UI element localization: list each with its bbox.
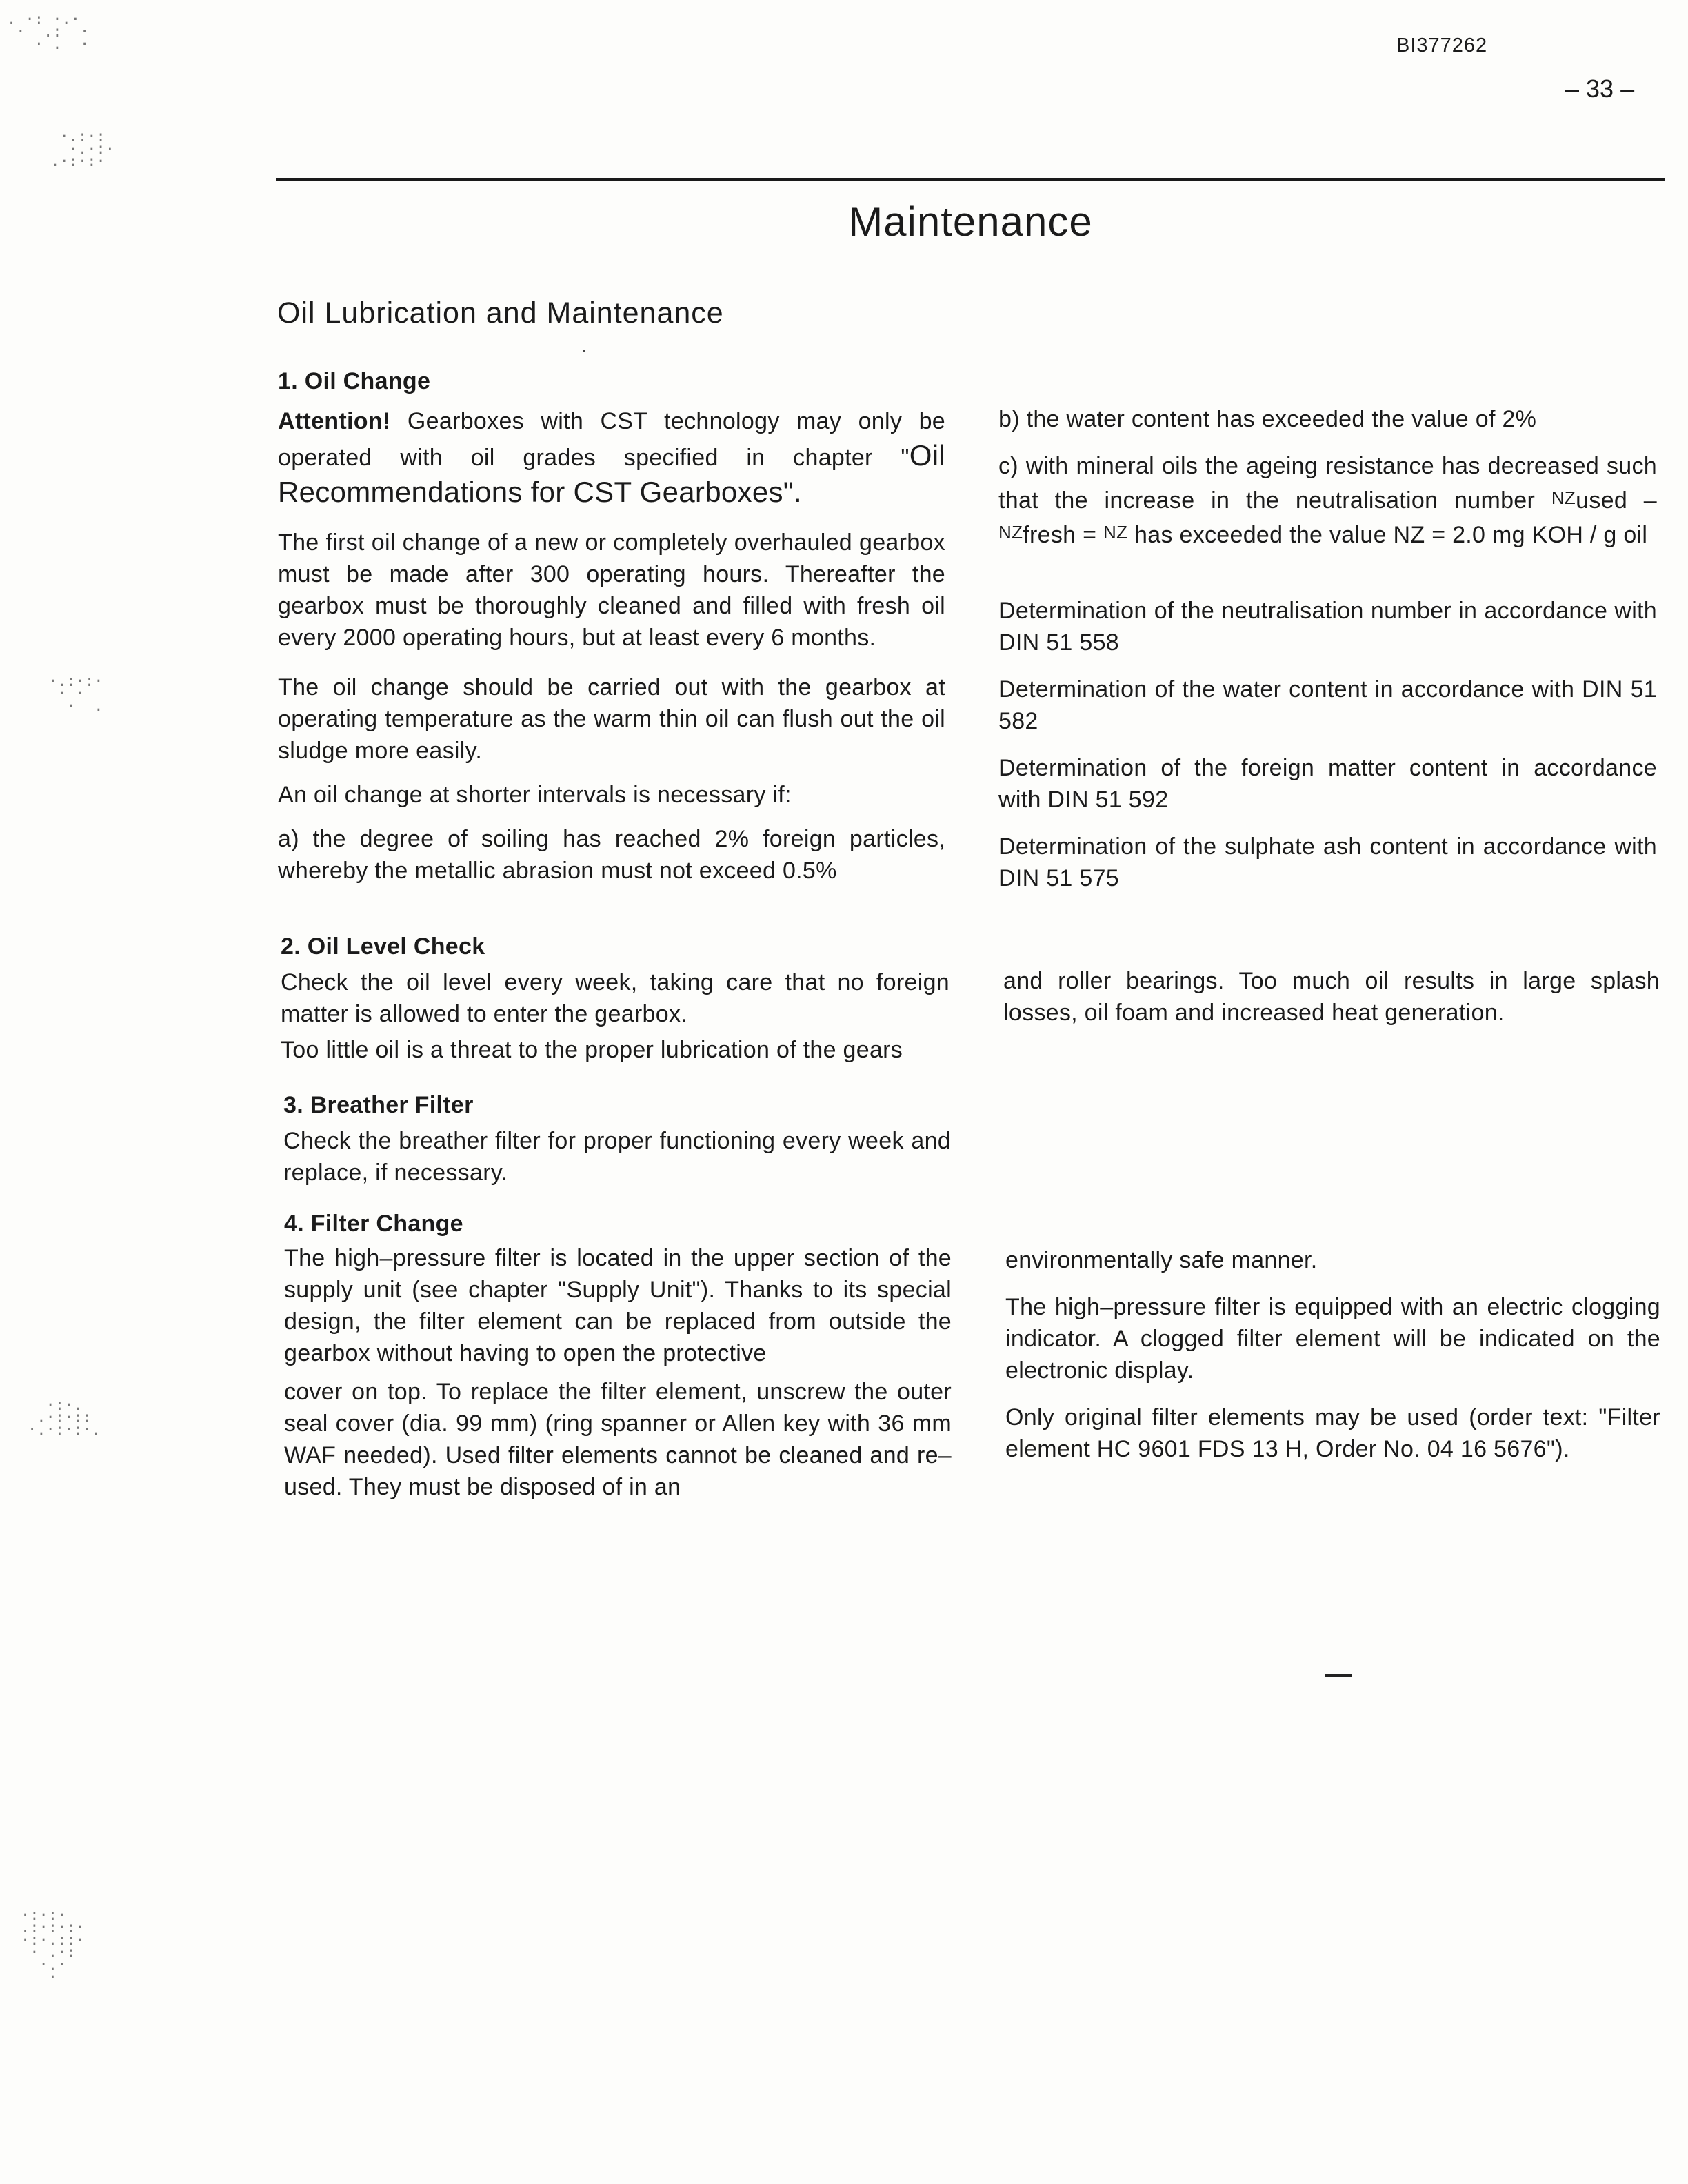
attention-label: Attention! [278,408,391,434]
oil-change-continued [998,403,1657,894]
oil-level-continued: and roller bearings. Too much oil results in large splash losses, oil foam and increased heat generation. [1003,968,1660,1026]
end-dash [1325,1674,1352,1677]
scan-noise-bottom: ·:·:· .:·:·:· ·:·.::· · .·: ·.· · [21,1907,85,1986]
attention-paragraph: Attention! Gearboxes with CST technology may only be operated with oil grades specified in chapter "Oil Recommendations for CST Gearboxes". [278,408,945,508]
oil-level-p1: Check the oil level every week, taking care that no foreign matter is allowed to enter the gearbox. [281,969,950,1027]
oil-level-p2: Too little oil is a threat to the proper lubrication of the gears [281,1037,903,1063]
filter-heading: 4. Filter Change [284,1211,463,1237]
filter-continued [1005,1244,1660,1465]
oil-level-heading: 2. Oil Level Check [281,933,485,960]
scan-noise-mid: ·.:·: ·.·:· .·:·:· [50,128,114,170]
determination-neutralisation: Determination of the neutralisation number in accordance with DIN 51 558 [998,598,1657,656]
filter-cont-2: The high–pressure filter is equipped with an electric clogging indicator. A clogged filter element will be indicated on the electronic display. [1005,1294,1660,1384]
scan-noise-top: . ·: ·.· · .: · · . · [7,11,90,53]
determination-sulphate-ash: Determination of the sulphate ash content in accordance with DIN 51 575 [998,833,1657,891]
criterion-b: b) the water content has exceeded the value of 2% [998,406,1537,432]
scan-noise-left2: ·:·. .·:·:: ·.·:·:·. [28,1397,101,1439]
oil-change-p3: An oil change at shorter intervals is necessary if: [278,782,792,808]
filter-cont-1: environmentally safe manner. [1005,1247,1318,1273]
scan-mark [583,350,585,352]
determination-water: Determination of the water content in accordance with DIN 51 582 [998,676,1657,734]
filter-p1: The high–pressure filter is located in the upper section of the supply unit (see chapter "Supply Unit"). Thanks to its special design, the filter element can be replaced from outside the gearbox without having to open the protective [284,1245,952,1366]
header-rule [276,178,1665,181]
breather-heading: 3. Breather Filter [283,1092,474,1118]
determination-foreign-matter: Determination of the foreign matter content in accordance with DIN 51 592 [998,755,1657,813]
oil-change-section [278,365,945,887]
page-title: Maintenance [848,199,1093,245]
oil-recommendations-reference: Oil Recommendations for CST Gearboxes [278,439,945,508]
filter-p2: cover on top. To replace the filter element, unscrew the outer seal cover (dia. 99 mm) (ring spanner or Allen key with 36 mm WAF needed). Used filter elements cannot be cleaned and re–used. They must be disposed of in an [284,1379,952,1500]
filter-cont-3: Only original filter elements may be used (order text: "Filter element HC 9601 FDS 13 H, Order No. 04 16 5676"). [1005,1404,1660,1462]
oil-change-p2: The oil change should be carried out with the gearbox at operating temperature as the warm thin oil can flush out the oil sludge more easily. [278,674,945,764]
oil-change-p1: The first oil change of a new or completely overhauled gearbox must be made after 300 operating hours. Thereafter the gearbox must be thoroughly cleaned and filled with fresh oil every 2000 operating hours, but at least every 6 months. [278,529,945,651]
oil-change-heading: 1. Oil Change [278,368,431,394]
breather-p1: Check the breather filter for proper functioning every week and replace, if necessary. [283,1128,951,1186]
scan-noise-left: ·.:·:· · · · . [48,673,103,715]
oil-level-section [281,931,950,1066]
document-id: BI377262 [1396,34,1488,57]
filter-section [284,1208,952,1503]
page-number: – 33 – [1565,74,1635,103]
oil-change-p4: a) the degree of soiling has reached 2% foreign particles, whereby the metallic abrasion must not exceed 0.5% [278,826,945,884]
criterion-c: c) with mineral oils the ageing resistance has decreased such that the increase in the neutralisation number NZused – NZfresh = NZ has exceeded the value NZ = 2.0 mg KOH / g oil [998,453,1657,548]
section-title: Oil Lubrication and Maintenance [277,296,724,330]
breather-section [283,1089,951,1189]
